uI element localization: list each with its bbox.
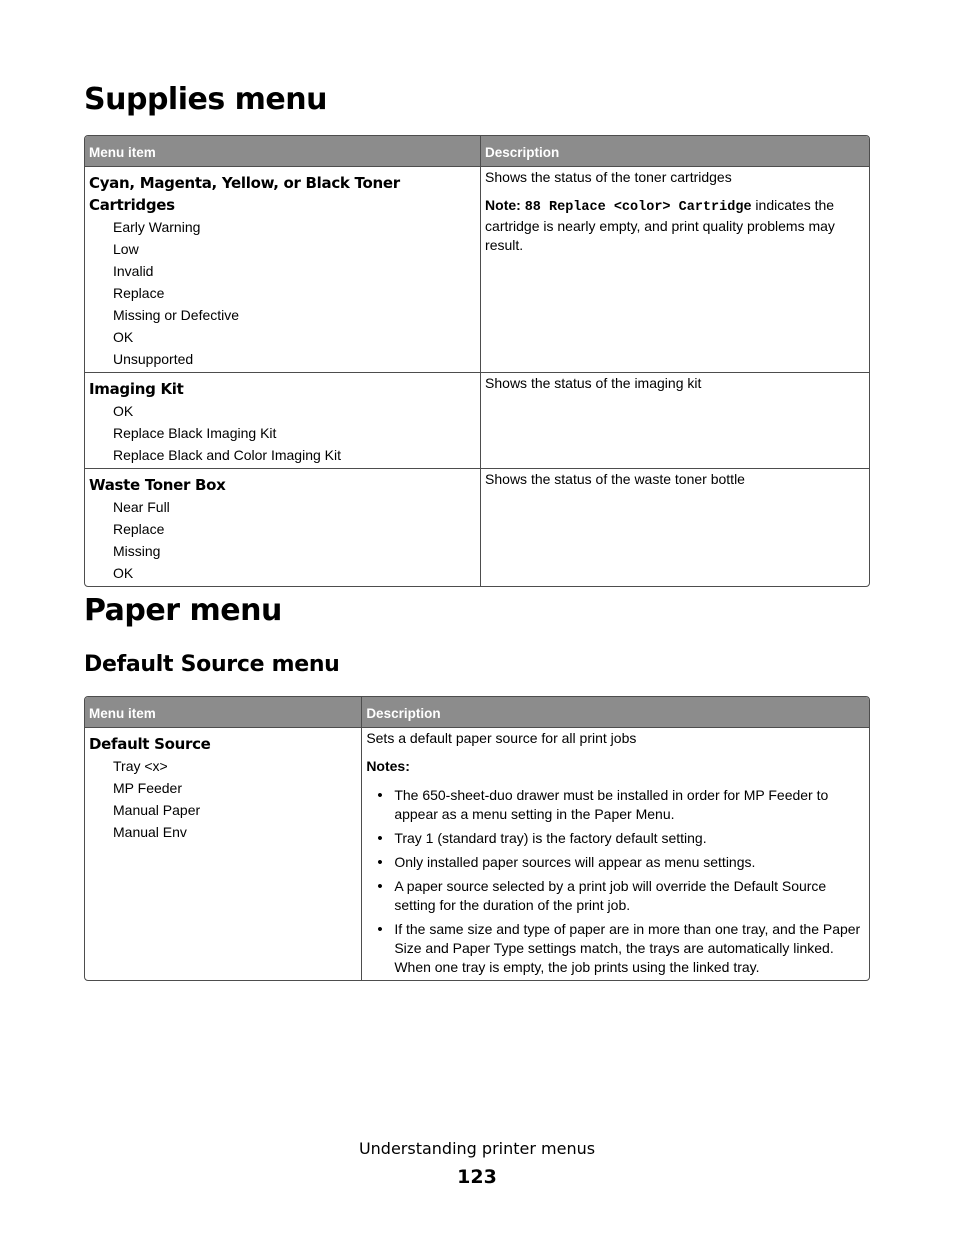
table-row <box>85 468 869 586</box>
notes-label: Notes: <box>366 758 410 774</box>
menu-option: Replace Black and Color Imaging Kit <box>113 447 342 463</box>
column-header-description: Description <box>361 697 869 728</box>
description-cell <box>480 468 869 586</box>
list-item: • If the same size and type of paper are in more than one tray, and the Paper Size and Paper Type settings match, the trays are automatically linked. When one tray is empty, the job prints using the linked tray. <box>366 920 865 977</box>
supplies-menu-heading: Supplies menu <box>84 82 327 117</box>
description-text: Sets a default paper source for all print jobs <box>366 730 637 746</box>
menu-option: Replace <box>113 521 165 537</box>
menu-option: MP Feeder <box>113 780 182 796</box>
notes-list <box>366 786 865 977</box>
description-text: Shows the status of the waste toner bottle <box>485 471 745 487</box>
menu-option: Near Full <box>113 499 170 515</box>
description-text: Shows the status of the imaging kit <box>485 375 702 391</box>
menu-option: Missing or Defective <box>113 307 240 323</box>
description-cell <box>480 167 869 372</box>
menu-option: OK <box>113 329 134 345</box>
menu-item-cell <box>85 167 480 372</box>
column-header-menu-item: Menu item <box>85 136 480 167</box>
description-cell <box>480 372 869 468</box>
list-item: • The 650-sheet-duo drawer must be installed in order for MP Feeder to appear as a menu setting in the Paper Menu. <box>366 786 865 824</box>
table-row <box>85 167 869 372</box>
default-source-menu-heading: Default Source menu <box>84 652 340 677</box>
default-source-table <box>84 696 870 981</box>
menu-item-cell <box>85 468 480 586</box>
menu-item-cell <box>85 372 480 468</box>
menu-option: Early Warning <box>113 219 201 235</box>
list-item: • A paper source selected by a print job will override the Default Source setting for the duration of the print job. <box>366 877 865 915</box>
menu-option: Unsupported <box>113 351 194 367</box>
table-row <box>85 728 869 980</box>
menu-item-title: Cyan, Magenta, Yellow, or Black Toner Cartridges <box>89 174 400 214</box>
note-paragraph <box>485 196 865 255</box>
menu-item-title: Waste Toner Box <box>89 476 226 494</box>
list-item: • Tray 1 (standard tray) is the factory default setting. <box>366 829 865 848</box>
menu-item-title: Imaging Kit <box>89 380 184 398</box>
supplies-menu-table <box>84 135 870 587</box>
page-number: 123 <box>457 1166 497 1188</box>
menu-option: Missing <box>113 543 161 559</box>
menu-option: Manual Paper <box>113 802 201 818</box>
note-label: Note: <box>485 197 521 213</box>
menu-option: OK <box>113 565 134 581</box>
list-item: • Only installed paper sources will appear as menu settings. <box>366 853 865 872</box>
menu-option: Low <box>113 241 139 257</box>
footer-section-title: Understanding printer menus <box>358 1139 596 1158</box>
menu-item-cell <box>85 728 361 980</box>
paper-menu-heading: Paper menu <box>84 593 282 628</box>
column-header-description: Description <box>480 136 869 167</box>
menu-option: Manual Env <box>113 824 187 840</box>
table-row <box>85 372 869 468</box>
menu-option: Replace Black Imaging Kit <box>113 425 277 441</box>
note-code: 88 Replace <color> Cartridge <box>524 200 752 215</box>
description-text: Shows the status of the toner cartridges <box>485 169 732 185</box>
description-cell <box>361 728 869 980</box>
note-text: indicates the cartridge is nearly empty, and print quality problems may result. <box>485 197 835 253</box>
menu-option: Invalid <box>113 263 154 279</box>
menu-option: OK <box>113 403 134 419</box>
menu-item-title: Default Source <box>89 735 211 753</box>
column-header-menu-item: Menu item <box>85 697 361 728</box>
menu-option: Replace <box>113 285 165 301</box>
menu-option: Tray <x> <box>113 758 168 774</box>
